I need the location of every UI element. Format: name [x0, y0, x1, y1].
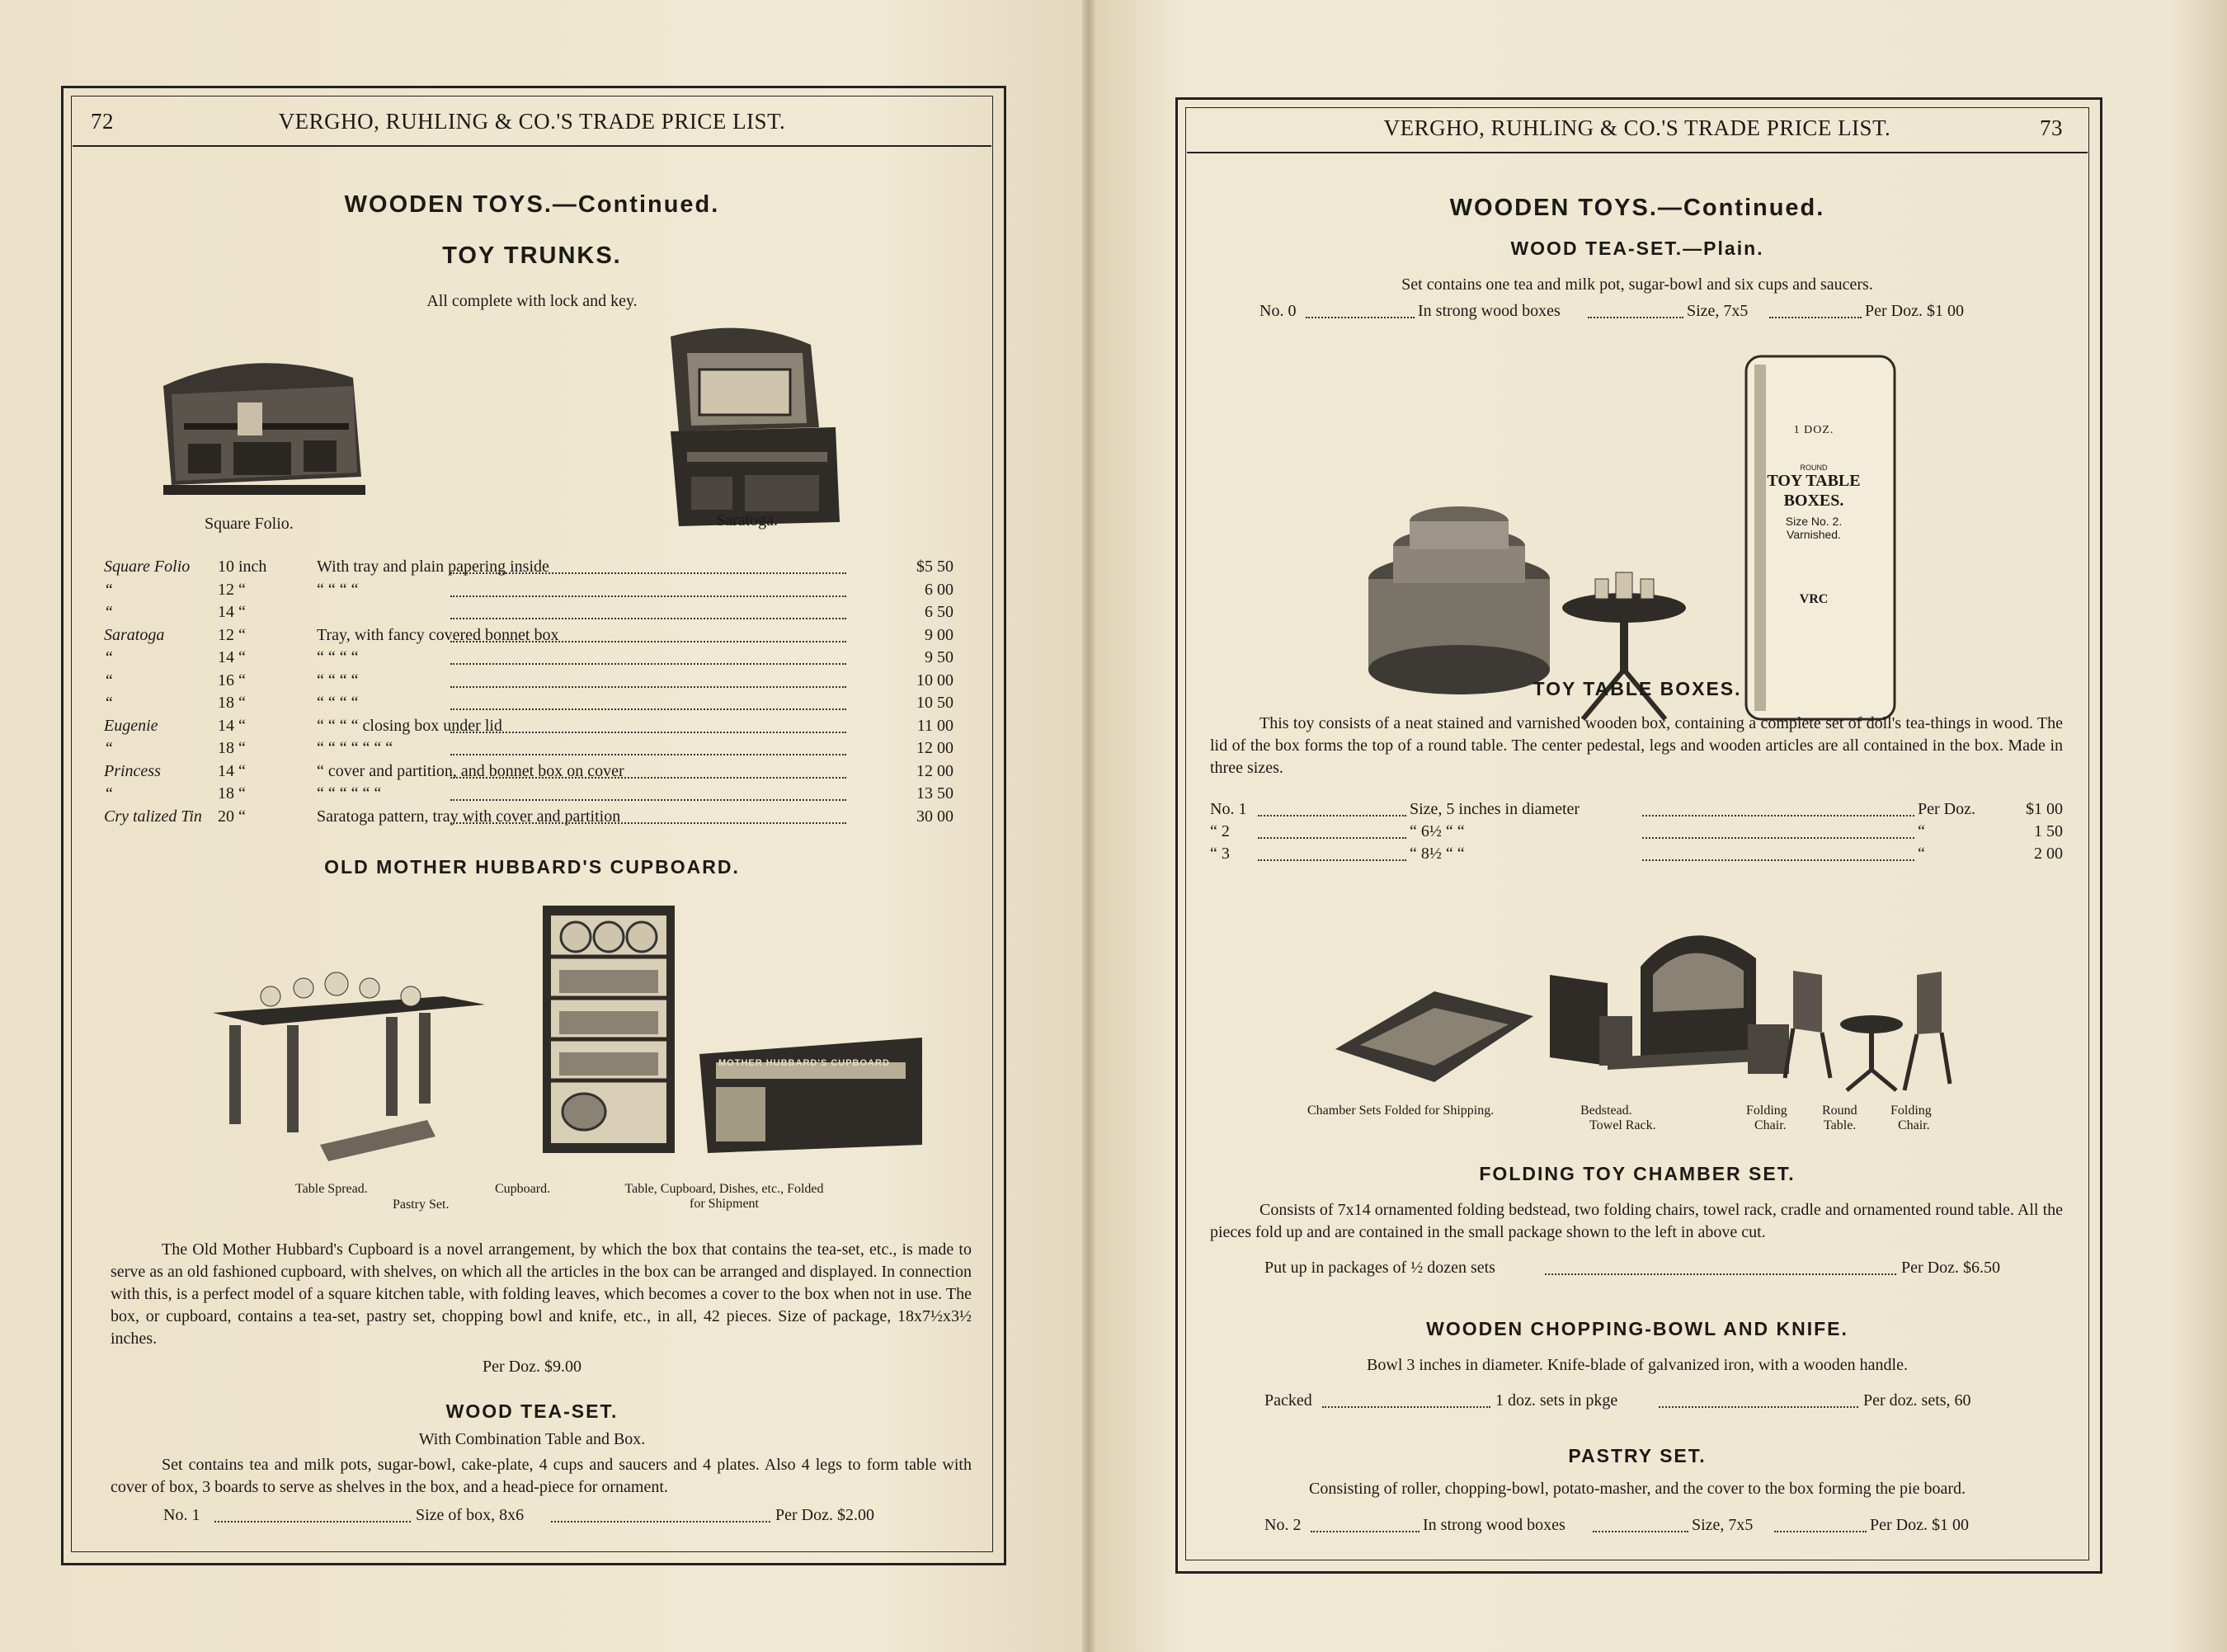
leader-dots [1769, 317, 1862, 318]
caption-round-table-b: Table. [1824, 1118, 1857, 1132]
leader-dots [1642, 815, 1914, 817]
cupboard-title: OLD MOTHER HUBBARD'S CUPBOARD. [324, 856, 740, 878]
caption-folding-chair-1a: Folding [1746, 1104, 1787, 1118]
section-title: WOODEN TOYS.—Continued. [1449, 195, 1825, 221]
leader-dots [450, 618, 846, 619]
toy-trunks-subtitle: All complete with lock and key. [426, 292, 638, 310]
box-label-round: ROUND [1800, 464, 1828, 472]
row-price-label: “ [1918, 822, 1925, 840]
caption-folding-chair-1b: Chair. [1754, 1118, 1787, 1132]
row-price: Per Doz. $6.50 [1901, 1259, 2000, 1277]
trunk-size: 20 “ [218, 807, 246, 826]
leader-dots [551, 1521, 770, 1523]
trunk-name: “ [104, 580, 114, 599]
trunk-description: With tray and plain papering inside [317, 558, 549, 576]
trunk-name: Saratoga [104, 625, 165, 644]
trunk-price: 13 50 [916, 784, 953, 802]
running-title: VERGHO, RUHLING & CO.'S TRADE PRICE LIST. [1383, 115, 1891, 140]
trunk-price: 10 00 [916, 671, 953, 690]
trunk-name: “ [104, 671, 114, 690]
wood-tea-set-subtitle: With Combination Table and Box. [418, 1430, 646, 1448]
right-page-header [1187, 109, 2088, 153]
trunk-description: “ “ “ “ [317, 580, 359, 599]
row-description: In strong wood boxes [1418, 302, 1561, 320]
caption-square-folio: Square Folio. [205, 515, 294, 533]
box-label-monogram: VRC [1799, 592, 1829, 606]
row-price: Per Doz. $2.00 [775, 1506, 874, 1524]
row-price-label: “ [1918, 845, 1925, 863]
cupboard-price: Per Doz. $9.00 [483, 1358, 581, 1376]
trunk-price: 12 00 [916, 761, 953, 780]
trunk-size: 12 “ [218, 580, 246, 599]
trunk-description: “ “ “ “ [317, 648, 359, 666]
page-number: 72 [91, 109, 114, 134]
trunk-name: Eugenie [104, 716, 158, 735]
cupboard-description: The Old Mother Hubbard's Cupboard is a novel arrangement, by which the box that contains the tea-set, etc., is made to serve as an old fashioned cupboard, with shelves, on which all the articles in the box can be arranged and displayed. In connection with this, is a perfect model of a square kitchen table, with folding leaves, which becomes a cover to the box when not in use. The box, or cupboard, contains a tea-set, pastry set, chopping bowl and knife, etc., in all, 42 pieces. Size of package, 18x7½x3½ inches. [111, 1240, 972, 1348]
row-size: Size, 5 inches in diameter [1410, 800, 1580, 818]
caption-towel-rack: Towel Rack. [1589, 1118, 1656, 1132]
leader-dots [450, 595, 846, 597]
trunk-name: Square Folio [104, 558, 191, 576]
trunk-price: 9 00 [925, 625, 953, 644]
trunk-size: 18 “ [218, 694, 246, 712]
caption-bedstead: Bedstead. [1580, 1104, 1632, 1118]
chamber-set-title: FOLDING TOY CHAMBER SET. [1479, 1163, 1796, 1184]
leader-dots [1311, 1531, 1420, 1532]
caption-chamber-folded: Chamber Sets Folded for Shipping. [1307, 1104, 1495, 1118]
folding-chamber-set-illustration [1327, 892, 1954, 1115]
chopping-bowl-title: WOODEN CHOPPING-BOWL AND KNIFE. [1426, 1318, 1848, 1339]
trunk-price: $5 50 [916, 558, 953, 576]
trunk-price: 10 50 [916, 694, 953, 712]
toy-trunks-title: TOY TRUNKS. [442, 242, 622, 269]
trunk-price: 6 00 [925, 580, 953, 599]
trunk-description: “ “ “ “ [317, 671, 359, 690]
row-number: No. 0 [1259, 302, 1297, 320]
right-page [1187, 109, 2088, 1559]
row-price: 1 50 [2034, 822, 2063, 840]
chamber-set-description: Consists of 7x14 ornamented folding bedstead, two folding chairs, towel rack, cradle and ornamented round table. All the pieces fold up and are contained in the small package shown to the left in above cut. [1210, 1201, 2063, 1241]
row-size: “ 6½ “ “ [1410, 822, 1465, 840]
row-price: Per doz. sets, 60 [1863, 1391, 1971, 1410]
running-title: VERGHO, RUHLING & CO.'S TRADE PRICE LIST. [278, 109, 786, 134]
section-title: WOODEN TOYS.—Continued. [344, 191, 720, 218]
trunk-name: “ [104, 648, 114, 666]
pastry-set-description: Consisting of roller, chopping-bowl, potato-masher, and the cover to the box forming the pie board. [1309, 1480, 1966, 1498]
square-folio-trunk-illustration [155, 353, 378, 592]
leader-dots [450, 641, 846, 642]
leader-dots [1306, 317, 1415, 318]
leader-dots [1659, 1406, 1858, 1408]
box-label-varnished: Varnished. [1787, 528, 1841, 541]
trunk-description: “ “ “ “ “ “ [317, 784, 382, 802]
trunk-name: “ [104, 739, 114, 757]
trunk-description: “ cover and partition, and bonnet box on cover [317, 761, 624, 780]
row-number: No. 1 [163, 1506, 200, 1524]
leader-dots [450, 754, 846, 755]
wood-tea-set-description: Set contains tea and milk pots, sugar-bowl, cake-plate, 4 cups and saucers and 4 plates. Also 4 legs to form table with cover of box, 3 boards to serve as shelves in the box, and a head-piece for ornament. [111, 1456, 972, 1496]
leader-dots [1642, 837, 1914, 839]
box-label-title-2: BOXES. [1783, 492, 1844, 510]
tea-set-plain-title: WOOD TEA-SET.—Plain. [1510, 238, 1764, 259]
caption-folded-shipment: Table, Cupboard, Dishes, etc., Folded for Shipment [624, 1182, 824, 1211]
leader-dots [450, 663, 846, 665]
leader-dots [450, 686, 846, 688]
row-number: No. 1 [1210, 800, 1247, 818]
trunk-size: 14 “ [218, 761, 246, 780]
trunk-description: Tray, with fancy covered bonnet box [317, 625, 559, 644]
row-number: “ 2 [1210, 822, 1230, 840]
row-description: 1 doz. sets in pkge [1495, 1391, 1618, 1410]
trunk-size: 14 “ [218, 603, 246, 621]
box-label-doz: 1 DOZ. [1793, 424, 1834, 436]
row-size: “ 8½ “ “ [1410, 845, 1465, 863]
chopping-bowl-description: Bowl 3 inches in diameter. Knife-blade of galvanized iron, with a wooden handle. [1367, 1356, 1908, 1374]
trunk-size: 16 “ [218, 671, 246, 690]
caption-cupboard: Cupboard. [495, 1182, 551, 1196]
caption-round-table-a: Round [1822, 1104, 1857, 1118]
trunk-size: 12 “ [218, 625, 246, 644]
box-label-size: Size No. 2. [1785, 515, 1843, 528]
row-description: Put up in packages of ½ dozen sets [1264, 1259, 1495, 1277]
trunk-size: 10 inch [218, 558, 267, 576]
trunk-size: 14 “ [218, 716, 246, 735]
leader-dots [1588, 317, 1683, 318]
trunk-price: 9 50 [925, 648, 953, 666]
leader-dots [1322, 1406, 1490, 1408]
leader-dots [1642, 859, 1914, 861]
caption-table-spread: Table Spread. [295, 1182, 368, 1196]
leader-dots [450, 822, 846, 824]
saratoga-trunk-illustration [654, 328, 852, 543]
caption-saratoga: Saratoga. [716, 511, 778, 529]
tea-set-plain-description: Set contains one tea and milk pot, sugar-bowl and six cups and saucers. [1401, 275, 1873, 294]
row-size: Size, 7x5 [1687, 302, 1749, 320]
cupboard-box-label: MOTHER HUBBARD'S CUPBOARD [718, 1058, 890, 1068]
leader-dots [450, 732, 846, 733]
row-description: In strong wood boxes [1423, 1516, 1565, 1534]
mother-hubbard-cupboard-illustration [213, 906, 930, 1178]
leader-dots [1774, 1531, 1867, 1532]
leader-dots [450, 572, 846, 574]
pastry-set-title: PASTRY SET. [1568, 1445, 1707, 1466]
leader-dots [1258, 815, 1406, 817]
row-size: Size, 7x5 [1692, 1516, 1754, 1534]
leader-dots [450, 777, 846, 779]
book-gutter [1082, 0, 1095, 1652]
left-page [73, 97, 991, 1551]
wood-tea-set-title: WOOD TEA-SET. [445, 1400, 619, 1422]
trunk-name: “ [104, 784, 114, 802]
trunk-size: 18 “ [218, 784, 246, 802]
trunk-price: 11 00 [916, 716, 953, 735]
caption-folding-chair-2a: Folding [1890, 1104, 1932, 1118]
leader-dots [1258, 837, 1406, 839]
trunk-description: “ “ “ “ [317, 694, 359, 712]
trunk-size: 14 “ [218, 648, 246, 666]
trunk-size: 18 “ [218, 739, 246, 757]
trunk-name: Cry talized Tin [104, 807, 202, 826]
trunk-description: “ “ “ “ closing box under lid [317, 716, 502, 735]
page-number: 73 [2040, 115, 2063, 140]
caption-pastry-set: Pastry Set. [393, 1198, 450, 1212]
row-price-label: Per Doz. [1918, 800, 1975, 818]
row-price: $1 00 [2026, 800, 2063, 818]
leader-dots [1258, 859, 1406, 861]
row-size: Size of box, 8x6 [416, 1506, 525, 1524]
leader-dots [214, 1521, 411, 1523]
trunk-name: Princess [104, 761, 161, 780]
trunk-name: “ [104, 694, 114, 712]
trunk-description: “ “ “ “ “ “ “ [317, 739, 393, 757]
leader-dots [450, 708, 846, 710]
row-number: No. 2 [1264, 1516, 1302, 1534]
toy-table-boxes-description: This toy consists of a neat stained and varnished wooden box, containing a complete set of doll's tea-things in wood. The lid of the box forms the top of a round table. The center pedestal, legs and wooden articles are all contained in the box. Made in three sizes. [1210, 714, 2063, 777]
leader-dots [1545, 1273, 1896, 1275]
caption-folding-chair-2b: Chair. [1898, 1118, 1930, 1132]
row-number: “ 3 [1210, 845, 1230, 863]
row-label: Packed [1264, 1391, 1312, 1410]
box-label-title-1: TOY TABLE [1767, 472, 1861, 490]
leader-dots [1593, 1531, 1688, 1532]
trunk-description: Saratoga pattern, tray with cover and partition [317, 807, 621, 826]
left-page-header [73, 97, 991, 147]
row-price: Per Doz. $1 00 [1865, 302, 1964, 320]
trunk-name: “ [104, 603, 114, 621]
trunk-price: 12 00 [916, 739, 953, 757]
toy-table-boxes-title: TOY TABLE BOXES. [1533, 678, 1742, 699]
leader-dots [450, 799, 846, 801]
row-price: Per Doz. $1 00 [1870, 1516, 1969, 1534]
row-price: 2 00 [2034, 845, 2063, 863]
trunk-price: 6 50 [925, 603, 953, 621]
trunk-price: 30 00 [916, 807, 953, 826]
